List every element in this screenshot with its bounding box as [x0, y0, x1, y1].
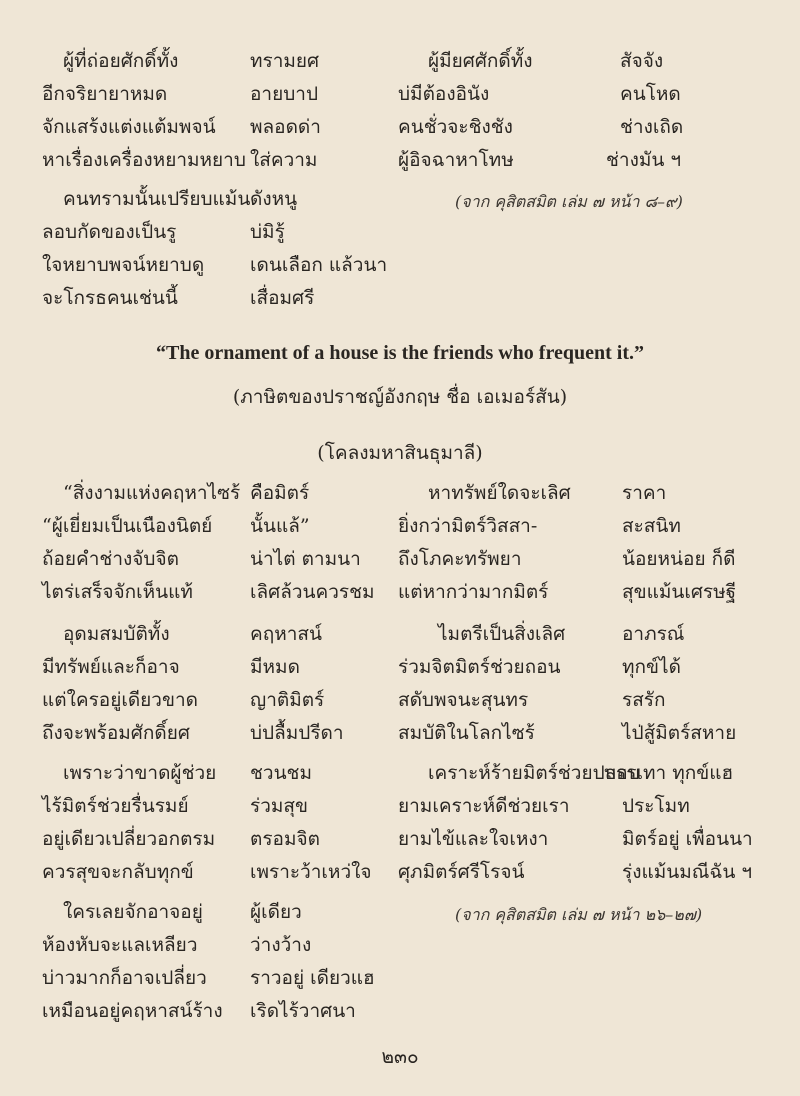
- verse-line: ถึงจะพร้อมศักดิ์ยศ: [42, 722, 190, 744]
- verse-line: เหมือนอยู่คฤหาสน์ร้าง: [42, 1000, 223, 1022]
- verse-line: ญาติมิตร์: [250, 689, 325, 711]
- verse-line: เพราะว่าขาดผู้ช่วย: [63, 762, 217, 784]
- page-number: ๒๓๐: [381, 1046, 419, 1068]
- verse-line: ทุกข์ได้: [622, 656, 681, 678]
- verse-line: มีทรัพย์และก็อาจ: [42, 656, 180, 678]
- verse-line: เลิศล้วนควรชม: [250, 581, 375, 603]
- verse-line: “ผู้เยี่ยมเป็นเนืองนิตย์: [42, 515, 213, 537]
- quote-attribution: (ภาษิตของปราชญ์อังกฤษ ชื่อ เอเมอร์สัน): [232, 386, 568, 408]
- verse-line: สัจจัง: [620, 50, 664, 72]
- verse-line: ไร้มิตร์ช่วยรื่นรมย์: [42, 795, 189, 817]
- verse-line: อยู่เดียวเปลี่ยวอกตรม: [42, 828, 216, 850]
- verse-line: ดังหนู: [250, 188, 298, 210]
- verse-line: บ่มีต้องอินัง: [398, 83, 490, 105]
- verse-line: ถ้อยคำช่างจับจิต: [42, 548, 179, 570]
- verse-line: อาภรณ์: [622, 623, 685, 645]
- citation: (จาก คุสิตสมิต เล่ม ๗ หน้า ๘–๙): [455, 192, 683, 211]
- verse-line: เพราะว้าเหว่ใจ: [250, 861, 372, 883]
- verse-line: ศุภมิตร์ศรีโรจน์: [398, 861, 525, 883]
- verse-line: ยามเคราะห์ดีช่วยเรา: [398, 795, 570, 817]
- verse-line: นั้นแล้”: [250, 515, 310, 537]
- verse-line: ลอบกัดของเป็นรู: [42, 221, 177, 243]
- verse-line: ชวนชม: [250, 762, 312, 784]
- verse-line: ไมตรีเป็นสิ่งเลิศ: [438, 623, 566, 645]
- verse-line: สะสนิท: [622, 515, 681, 537]
- verse-line: ยามไข้และใจเหงา: [398, 828, 549, 850]
- verse-line: ร่วมสุข: [250, 795, 308, 817]
- verse-line: มีหมด: [250, 656, 300, 678]
- verse-line: ผู้เดียว: [250, 901, 302, 923]
- verse-line: จักแสร้งแต่งแต้มพจน์: [42, 116, 216, 138]
- verse-line: สดับพจนะสุนทร: [398, 689, 529, 711]
- verse-line: ควรสุขจะกลับทุกข์: [42, 861, 194, 883]
- verse-line: บ่มิรู้: [250, 221, 285, 243]
- verse-line: เสื่อมศรี: [250, 287, 315, 309]
- verse-line: ว่างว้าง: [250, 934, 312, 956]
- verse-line: คนชั่วจะชิงชัง: [398, 116, 513, 138]
- english-quote: “The ornament of a house is the friends who frequent it.”: [156, 342, 644, 364]
- verse-line: สุขแม้นเศรษฐี: [622, 581, 737, 603]
- verse-line: ราคา: [622, 482, 667, 504]
- verse-line: ผู้อิจฉาหาโทษ: [398, 149, 514, 171]
- verse-line: ยิ่งกว่ามิตร์วิสสา-: [398, 515, 538, 537]
- verse-line: ทรามยศ: [250, 50, 320, 72]
- verse-line: บรรเทา ทุกข์แฮ: [604, 762, 734, 784]
- verse-line: ผู้มียศศักดิ์ทั้ง: [428, 50, 533, 72]
- verse-line: ห้องหับจะแลเหลียว: [42, 934, 198, 956]
- verse-line: ประโมท: [622, 795, 690, 817]
- verse-line: มิตร์อยู่ เพื่อนนา: [622, 828, 753, 850]
- verse-line: ร่วมจิตมิตร์ช่วยถอน: [398, 656, 561, 678]
- verse-line: ไป่สู้มิตร์สหาย: [622, 722, 737, 744]
- verse-line: คนทรามนั้นเปรียบแม้น: [63, 188, 251, 210]
- verse-line: สมบัติในโลกไซร้: [398, 722, 535, 744]
- verse-line: แต่ใครอยู่เดียวขาด: [42, 689, 198, 711]
- verse-line: ช่างเถิด: [620, 116, 684, 138]
- verse-line: บ่าวมากก็อาจเปลี่ยว: [42, 967, 207, 989]
- verse-line: จะโกรธคนเช่นนี้: [42, 287, 178, 309]
- verse-line: ผู้ที่ถ่อยศักดิ์ทั้ง: [63, 50, 179, 72]
- verse-line: ตรอมจิต: [250, 828, 320, 850]
- verse-line: น่าไต่ ตามนา: [250, 548, 361, 570]
- citation: (จาก คุสิตสมิต เล่ม ๗ หน้า ๒๖–๒๗): [455, 905, 703, 924]
- section-title: (โคลงมหาสินธุมาลี): [317, 442, 483, 464]
- verse-line: ถึงโภคะทรัพยา: [398, 548, 522, 570]
- verse-line: เคราะห์ร้ายมิตร์ช่วยปลอบ: [428, 762, 640, 784]
- verse-line: ใส่ความ: [250, 149, 318, 171]
- verse-line: ไตร่เสร็จจักเห็นแท้: [42, 581, 193, 603]
- verse-line: ช่างมัน ฯ: [606, 149, 682, 171]
- verse-line: คนโหด: [620, 83, 681, 105]
- verse-line: แต่หากว่ามากมิตร์: [398, 581, 549, 603]
- verse-line: คือมิตร์: [250, 482, 310, 504]
- verse-line: ใครเลยจักอาจอยู่: [63, 901, 203, 923]
- verse-line: อีกจริยายาหมด: [42, 83, 168, 105]
- verse-line: เริดไร้วาศนา: [250, 1000, 356, 1022]
- verse-line: ราวอยู่ เดียวแฮ: [250, 967, 375, 989]
- verse-line: หาเรื่องเครื่องหยามหยาบ: [42, 149, 246, 171]
- verse-line: เดนเลือก แล้วนา: [250, 254, 388, 276]
- verse-line: รุ่งแม้นมณีฉัน ฯ: [622, 861, 753, 883]
- verse-line: อายบาป: [250, 83, 319, 105]
- verse-line: อุดมสมบัติทั้ง: [63, 623, 170, 645]
- verse-line: ใจหยาบพจน์หยาบดู: [42, 254, 205, 276]
- verse-line: “สิ่งงามแห่งคฤหาไซร้: [63, 482, 241, 504]
- verse-line: บ่ปลื้มปรีดา: [250, 722, 344, 744]
- verse-line: หาทรัพย์ใดจะเลิศ: [428, 482, 571, 504]
- verse-line: พลอดด่า: [250, 116, 321, 138]
- verse-line: รสรัก: [622, 689, 666, 711]
- verse-line: คฤหาสน์: [250, 623, 322, 645]
- verse-line: น้อยหน่อย ก็ดี: [622, 548, 736, 570]
